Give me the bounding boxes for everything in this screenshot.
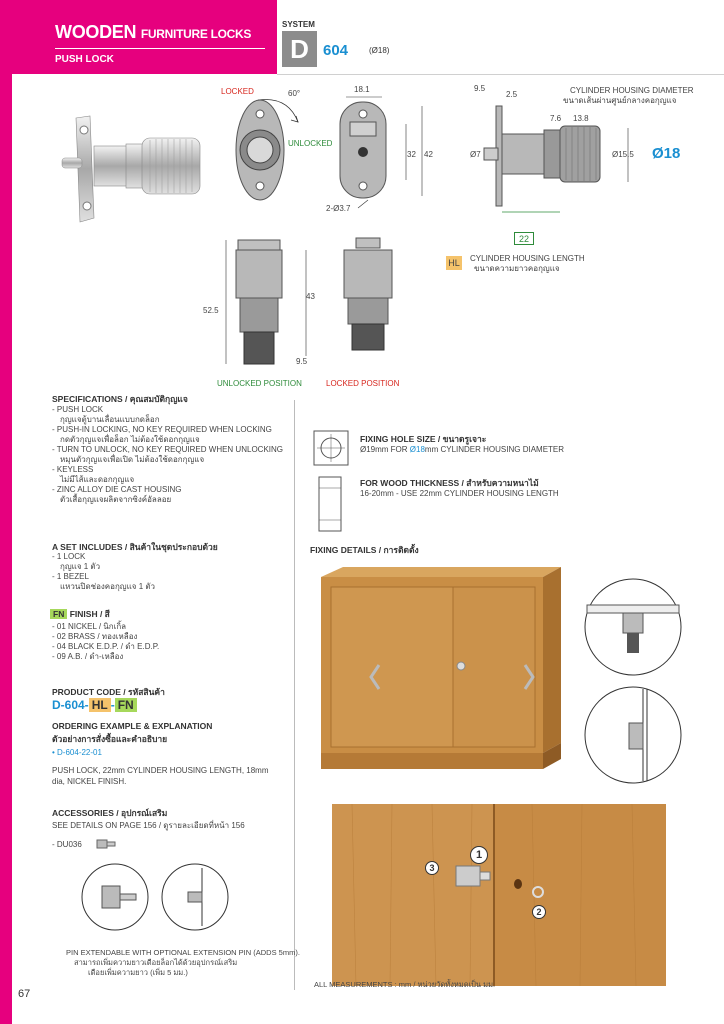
angle-label: 60° <box>288 89 301 98</box>
finish-line: - 02 BRASS / ทองเหลือง <box>52 632 138 641</box>
finish-line: - 04 BLACK E.D.P. / ดำ E.D.P. <box>52 642 160 651</box>
cabinet-illustration <box>313 565 565 777</box>
ordering-example: • D-604-22-01 <box>52 748 102 757</box>
system-letter: D <box>282 31 317 67</box>
wood-thickness-icon <box>318 476 342 532</box>
cylinder-length-label-th: ขนาดความยาวคอกุญแจ <box>474 264 560 273</box>
set-list <box>52 552 155 592</box>
ordering-desc-1: PUSH LOCK, 22mm CYLINDER HOUSING LENGTH, 18mm <box>52 766 269 775</box>
elevation-views-drawing <box>218 236 408 376</box>
spec-line: - KEYLESS <box>52 465 94 474</box>
dim-52-5: 52.5 <box>203 306 219 315</box>
extension-pin-icon <box>95 836 117 852</box>
callout-1: 1 <box>470 846 488 864</box>
brand-side-bar <box>0 0 12 1024</box>
callout-2: 2 <box>532 905 546 919</box>
spec-line: - TURN TO UNLOCK, NO KEY REQUIRED WHEN UNLOCKING <box>52 445 283 454</box>
unlocked-label: UNLOCKED <box>288 139 333 148</box>
page-subtitle: PUSH LOCK <box>55 54 114 65</box>
set-title: A SET INCLUDES / สินค้าในชุดประกอบด้วย <box>52 542 218 552</box>
spec-line: หมุนตัวกุญแจเพื่อเปิด ไม่ต้องใช้ดอกกุญแจ <box>60 455 205 464</box>
page-number: 67 <box>18 988 31 1000</box>
accessories-title: ACCESSORIES / อุปกรณ์เสริม <box>52 808 168 818</box>
ordering-desc-2: dia, NICKEL FINISH. <box>52 777 127 786</box>
model-number: 604 <box>323 42 349 59</box>
dim-13-8: 13.8 <box>573 114 589 123</box>
detail-circle-top <box>583 577 683 677</box>
finish-line: - 09 A.B. / ดำ-เหลือง <box>52 652 124 661</box>
wood-thickness-desc: 16-20mm - USE 22mm CYLINDER HOUSING LENGTH <box>360 489 559 498</box>
cylinder-diameter-label-th: ขนาดเส้นผ่านศูนย์กลางคอกุญแจ <box>563 96 677 105</box>
spec-line: กุญแจตู้บานเลื่อนแบบกดล็อก <box>60 415 160 424</box>
installation-photo <box>332 804 666 986</box>
product-code-title: PRODUCT CODE / รหัสสินค้า <box>52 687 165 697</box>
pin-note-1: PIN EXTENDABLE WITH OPTIONAL EXTENSION PIN (ADDS 5mm). <box>66 948 300 957</box>
pin-detail-circle-2 <box>160 862 230 932</box>
locked-position-label: LOCKED POSITION <box>326 379 400 388</box>
front-view-rotating-drawing <box>228 92 313 204</box>
ordering-title-th: ตัวอย่างการสั่งซื้อและคำอธิบาย <box>52 734 168 744</box>
accessory-item: - DU036 <box>52 840 82 849</box>
spec-line: - ZINC ALLOY DIE CAST HOUSING <box>52 485 182 494</box>
spec-line: - PUSH LOCK <box>52 405 104 414</box>
measurement-note: ALL MEASUREMENTS : mm / หน่วยวัดทั้งหมดเป็น มม. <box>314 980 496 989</box>
model-diameter: (Ø18) <box>369 46 390 55</box>
spec-line: - PUSH-IN LOCKING, NO KEY REQUIRED WHEN LOCKING <box>52 425 272 434</box>
set-line: กุญแจ 1 ตัว <box>60 562 101 571</box>
fixing-hole-icon <box>313 430 349 466</box>
specs-list <box>52 405 283 505</box>
set-line: แหวนปิดช่องคอกุญแจ 1 ตัว <box>60 582 156 591</box>
fixing-details-title: FIXING DETAILS / การติดตั้ง <box>310 545 419 555</box>
spec-line: กดตัวกุญแจเพื่อล็อก ไม่ต้องใช้ดอกกุญแจ <box>60 435 200 444</box>
pin-note-3: เดือยเพิ่มความยาว (เพิ่ม 5 มม.) <box>88 968 188 977</box>
dim-pin-diameter: Ø7 <box>470 150 481 159</box>
finish-title: FINISH / สี <box>69 609 110 619</box>
dim-42: 42 <box>424 150 433 159</box>
detail-circle-side <box>583 685 683 785</box>
dim-43: 43 <box>306 292 315 301</box>
hl-badge: HL <box>446 256 462 270</box>
finish-title-row <box>50 607 110 621</box>
wood-thickness-title: FOR WOOD THICKNESS / สำหรับความหนาไม้ <box>360 478 539 488</box>
pin-detail-circle-1 <box>80 862 150 932</box>
spec-line: ตัวเสื้อกุญแจผลิตจากซิงค์อัลลอย <box>60 495 172 504</box>
page-title: WOODEN FURNITURE LOCKS <box>55 22 252 42</box>
lock-product-photo <box>58 108 208 233</box>
set-line: - 1 LOCK <box>52 552 86 561</box>
product-code: D-604- HL - FN <box>52 698 137 712</box>
fn-badge: FN <box>50 609 67 619</box>
header-divider <box>55 48 265 49</box>
pink-corner-curve <box>0 940 40 1024</box>
dim-9-5-bottom: 9.5 <box>296 357 308 366</box>
finish-line: - 01 NICKEL / นิกเกิ้ล <box>52 622 127 631</box>
locked-label: LOCKED <box>221 87 254 96</box>
finish-list <box>52 622 159 662</box>
dim-32: 32 <box>407 150 416 159</box>
dim-holes: 2-Ø3.7 <box>326 204 351 213</box>
spec-line: ไม่มีไส้และดอกกุญแจ <box>60 475 135 484</box>
callout-3: 3 <box>425 861 439 875</box>
pin-note-2: สามารถเพิ่มความยาวเดือยล็อกได้ด้วยอุปกรณ์เสริม <box>74 958 238 967</box>
fixing-hole-desc: Ø19mm FOR Ø18mm CYLINDER HOUSING DIAMETER <box>360 445 565 454</box>
dim-22-box: 22 <box>514 232 534 245</box>
dim-15-5: Ø15.5 <box>612 150 634 159</box>
system-label: SYSTEM <box>282 20 315 29</box>
dim-2-5: 2.5 <box>506 90 518 99</box>
dim-9-5-top: 9.5 <box>474 84 486 93</box>
specs-title: SPECIFICATIONS / คุณสมบัติกุญแจ <box>52 394 188 404</box>
cylinder-length-label: CYLINDER HOUSING LENGTH <box>470 254 585 263</box>
dim-7-6: 7.6 <box>550 114 562 123</box>
ordering-title: ORDERING EXAMPLE & EXPLANATION <box>52 721 213 731</box>
unlocked-position-label: UNLOCKED POSITION <box>217 379 302 388</box>
dim-18-highlight: Ø18 <box>652 145 681 162</box>
set-line: - 1 BEZEL <box>52 572 89 581</box>
dim-18-1: 18.1 <box>354 85 370 94</box>
header-rule <box>277 74 724 75</box>
accessories-see: SEE DETAILS ON PAGE 156 / ดูรายละเอียดที่หน้า 156 <box>52 821 245 830</box>
column-divider <box>294 400 295 990</box>
cylinder-diameter-label: CYLINDER HOUSING DIAMETER <box>570 86 694 95</box>
fixing-hole-title: FIXING HOLE SIZE / ขนาดรูเจาะ <box>360 434 487 444</box>
